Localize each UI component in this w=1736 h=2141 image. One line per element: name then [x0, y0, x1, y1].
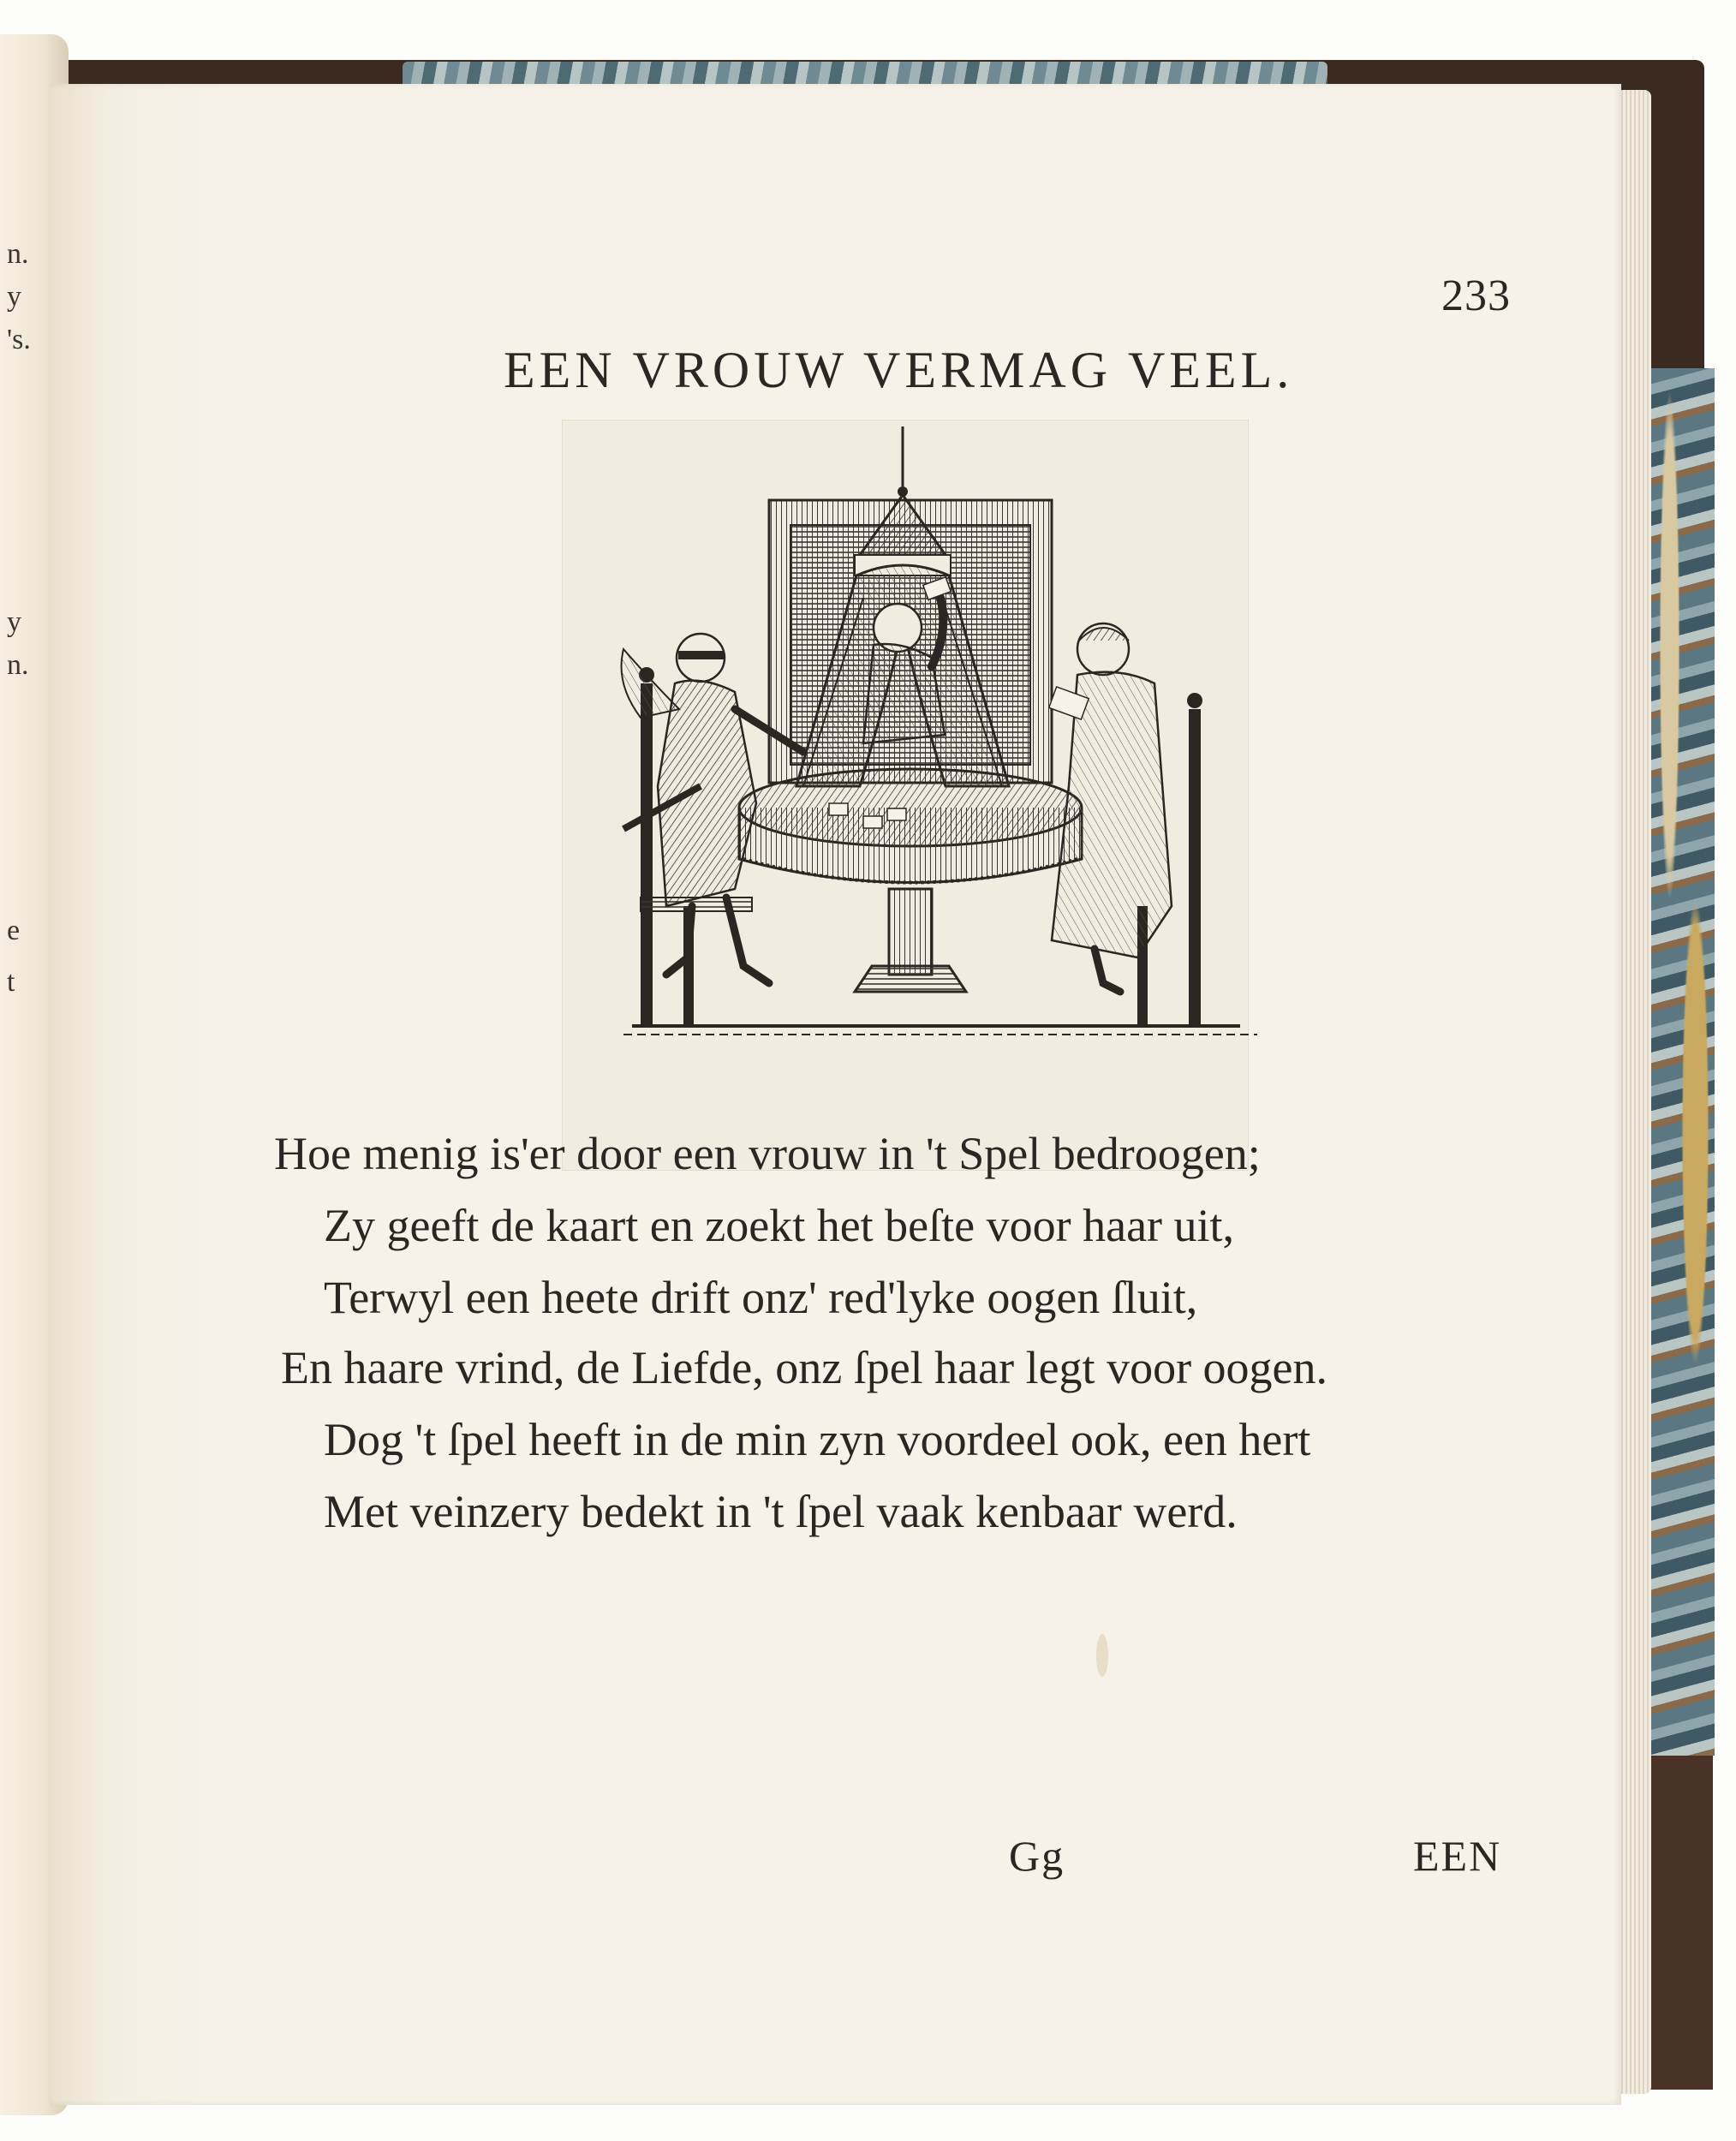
left-page-fragment: 's. — [7, 324, 31, 355]
right-page-recto — [50, 84, 1621, 2105]
left-page-fragment: t — [7, 966, 15, 998]
emblem-title: EEN VROUW VERMAG VEEL. — [504, 342, 1294, 398]
poem-line: Hoe menig is'er door een vrouw in 't Spel bedroogen; — [274, 1128, 1261, 1179]
poem-line: Met veinzery bedekt in 't ſpel vaak kenbaar werd. — [324, 1486, 1238, 1537]
engraving-illustration — [606, 426, 1257, 1077]
left-page-fragment: n. — [7, 649, 29, 681]
poem-line: Zy geeft de kaart en zoekt het beſte voor haar uit, — [324, 1200, 1235, 1251]
left-page-fragment: y — [7, 281, 21, 313]
leather-corner — [1649, 1756, 1713, 2090]
poem-line: En haare vrind, de Liefde, onz ſpel haar legt voor oogen. — [281, 1342, 1328, 1393]
poem-line: Dog 't ſpel heeft in de min zyn voordeel ook, een hert — [324, 1414, 1311, 1465]
left-page-fragment: y — [7, 606, 21, 638]
catchword: EEN — [1413, 1832, 1502, 1880]
left-page-fragment: e — [7, 915, 21, 946]
poem-line: Terwyl een heete drift onz' red'lyke oogen ſluit, — [324, 1272, 1198, 1323]
left-page-fragment: n. — [7, 238, 29, 270]
signature-mark: Gg — [1009, 1832, 1065, 1880]
page-number: 233 — [1441, 271, 1511, 320]
paper-stain — [1096, 1634, 1108, 1677]
marbled-cover-edge — [1649, 368, 1715, 1756]
